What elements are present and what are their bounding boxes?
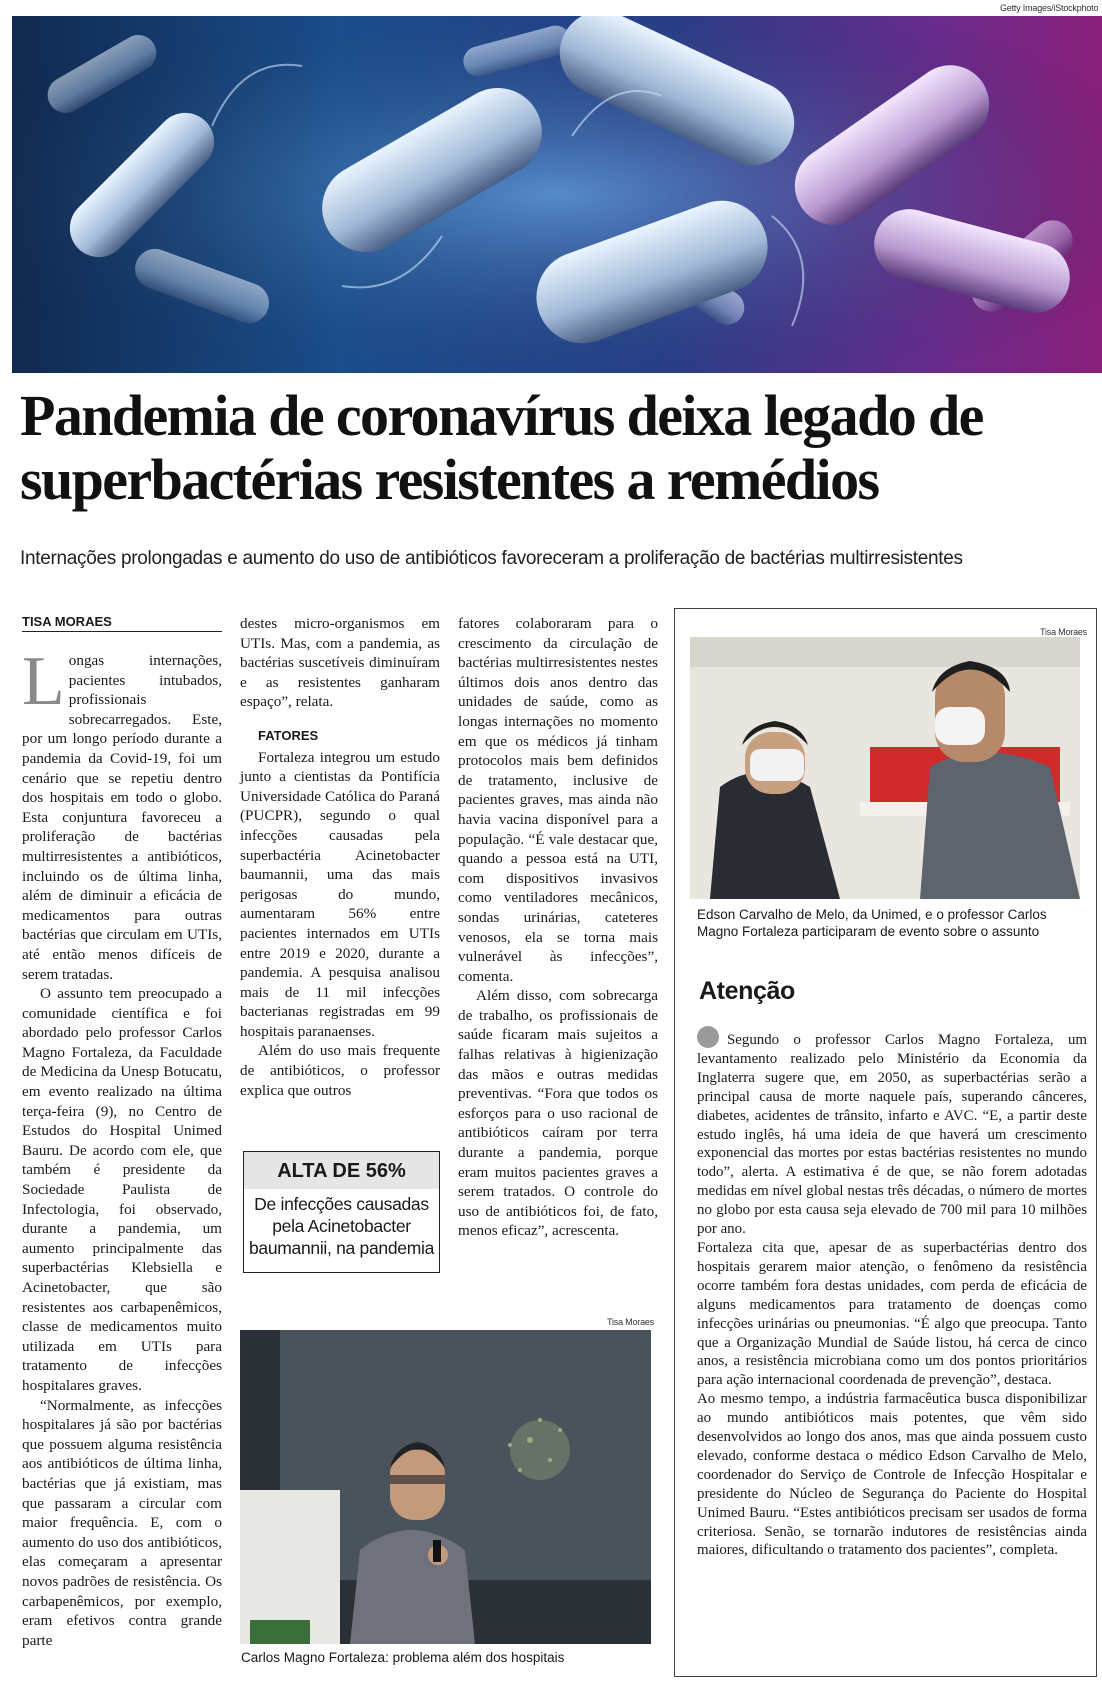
col1-paragraph-3: “Normalmente, as infecções hospitalares já são por bactérias que possuem alguma resistência aos antibióticos de última linha, bactérias que já existiam, mas que passaram a circular com maior frequência. E, com o aumento do uso dos antibióticos, elas começaram a apresentar novos padrões de resistência. Os carbapenêmicos, por exemplo, eram efetivos contra grande parte <box>22 1396 222 1649</box>
author-byline: TISA MORAES <box>22 614 222 632</box>
sidebar-paragraph-3: Ao mesmo tempo, a indústria farmacêutica busca disponibilizar ao mundo antibióticos mais potentes, que vêm sido desenvolvidos ao longo dos anos, mas que ainda possuem custo elevado, conforme destaca o médico Edson Carvalho de Melo, coordenador do Serviço de Controle de Infecção Hospitalar e presidente do Núcleo de Segurança do Paciente do Hospital Unimed Bauru. “Estes antibióticos precisam ser usados de forma criteriosa. Senão, se tornarão indutores de resistências ainda maiores, dificultando o tratamento dos pacientes”, completa. <box>697 1391 1087 1559</box>
photo-two-men <box>690 637 1080 899</box>
col1-paragraph-2: O assunto tem preocupado a comunidade científica e foi abordado pelo professor Carlos Magno Fortaleza, da Faculdade de Medicina da Unesp Botucatu, em evento realizado na última terça-feira (9), no Centro de Estudos do Hospital Unimed Bauru. De acordo com ele, que também é presidente da Sociedade Paulista de Infectologia, foi observado, durante a pandemia, um aumento principalmente das superbactérias Klebsiella e Acinetobacter, que são resistentes aos carbapenêmicos, classe de medicamentos muito utilizada em UTIs para tratamento de infecções hospitalares graves. <box>22 985 222 1394</box>
pullquote-body: De infecções causadas pela Acinetobacter baumannii, na pandemia <box>248 1194 435 1258</box>
col3-paragraph-1: fatores colaboraram para o crescimento da circulação de bactérias multirresistentes nestes últimos dois anos dentro das unidades de saúde, como as longas internações no momento em que os médicos já tinham protocolos mais bem definidos de tratamento, inclusive de pacientes graves, mas ainda não havia vacina disponível para a população. “É vale destacar que, quando a pessoa está na UTI, com dispositivos invasivos como ventiladores mecânicos, sondas urinárias, cateteres venosos, ela se torna mais vulnerável às infecções”, comenta. <box>458 615 658 985</box>
column-2 <box>240 614 440 1100</box>
column-1 <box>22 643 222 1650</box>
right-photo-credit: Tisa Moraes <box>1040 627 1087 637</box>
sidebar-paragraph-2: Fortaleza cita que, apesar de as superbactérias dentro dos hospitais gerarem maior atenção, o fenômeno da resistência ocorre também fora destas unidades, com perda de eficácia de alguns medicamentos para tratamento de doenças como infecções urinárias ou pneumonias. “É algo que preocupa. Tanto que a Organização Mundial de Saúde listou, há cerca de cinco anos, a resistência microbiana como um dos pontos prioritários para ação internacional coordenada de prevenção”, destaca. <box>697 1239 1087 1389</box>
col3-paragraph-2: Além disso, com sobrecarga de trabalho, os profissionais de saúde ficaram mais sujeitos a falhas relativas à higienização das mãos e outras medidas preventivas. “Fora que todos os esforços para o uso racional de antibióticos caíram por terra durante a pandemia, porque eram muitos pacientes graves a serem tratados. O controle do uso de antibióticos foi, de fato, menos eficaz”, acrescenta. <box>458 987 658 1240</box>
photo-two-men-caption: Edson Carvalho de Melo, da Unimed, e o professor Carlos Magno Fortaleza participaram de evento sobre o assunto <box>697 907 1047 939</box>
col2-paragraph-2: Fortaleza integrou um estudo junto a cientistas da Pontifícia Universidade Católica do Paraná (PUCPR), segundo o qual infecções causadas pela superbactéria Acinetobacter baumannii, uma das mais perigosas do mundo, aumentaram 56% entre pacientes internados em UTIs entre 2019 e 2020, durante a pandemia. A pesquisa analisou mais de 11 mil infecções bacterianas registradas em 99 hospitais paranaenses. <box>240 748 440 1040</box>
hero-bacteria-illustration <box>12 16 1102 373</box>
sidebar-text <box>697 1026 1087 1560</box>
sidebar-bullet-icon <box>697 1026 719 1048</box>
hero-photo-credit: Getty Images/iStockphoto <box>1000 3 1099 13</box>
pullquote-box <box>243 1151 440 1273</box>
sidebar-title: Atenção <box>699 977 795 1005</box>
section-head-fatores: FATORES <box>258 727 319 743</box>
headline: Pandemia de coronavírus deixa legado de superbactérias resistentes a remédios <box>20 383 983 512</box>
col1-paragraph-1: ongas internações, pacientes intubados, profissionais sobrecarregados. Este, por um longo período durante a pandemia da Covid-19, foi um cenário que se repetiu dentro dos hospitais em todo o globo. Esta conjuntura favoreceu a proliferação de bactérias multirresistentes a antibióticos, incluindo os de última linha, além de diminuir a eficácia de medicamentos para outras bactérias que circulam em UTIs, até então menos difíceis de serem tratadas. <box>22 652 222 983</box>
sidebar-paragraph-1: Segundo o professor Carlos Magno Fortaleza, um levantamento realizado pelo Ministério da Economia da Inglaterra sugere que, em 2050, as superbactérias serão a principal causa de morte naquele país, superando cânceres, diabetes, acidentes de trânsito, infarto e AVC. “E, a partir deste estudo inglês, há uma ideia de que haverá um crescimento exponencial das mortes por estas bactérias resistentes no mundo todo”, alerta. A estimativa é de que, se não forem adotadas medidas em nível global nestas três décadas, o número de mortes no globo por esta causa seja elevado de 700 mil para 10 milhões por ano. <box>697 1032 1087 1238</box>
photo-speaker <box>240 1330 651 1644</box>
col2-paragraph-3: Além do uso mais frequente de antibióticos, o professor explica que outros <box>240 1042 440 1099</box>
subtitle: Internações prolongadas e aumento do uso de antibióticos favoreceram a proliferação de bactérias multirresistentes <box>20 548 963 569</box>
pullquote-head: ALTA DE 56% <box>244 1152 439 1189</box>
photo-speaker-caption: Carlos Magno Fortaleza: problema além dos hospitais <box>241 1650 565 1665</box>
col2-paragraph-1: destes micro-organismos em UTIs. Mas, com a pandemia, as bactérias suscetíveis diminuíram e as resistentes ganharam espaço”, relata. <box>240 615 440 711</box>
dropcap: L <box>22 643 65 720</box>
bottom-photo-credit: Tisa Moraes <box>607 1317 654 1327</box>
column-3 <box>458 614 658 1241</box>
